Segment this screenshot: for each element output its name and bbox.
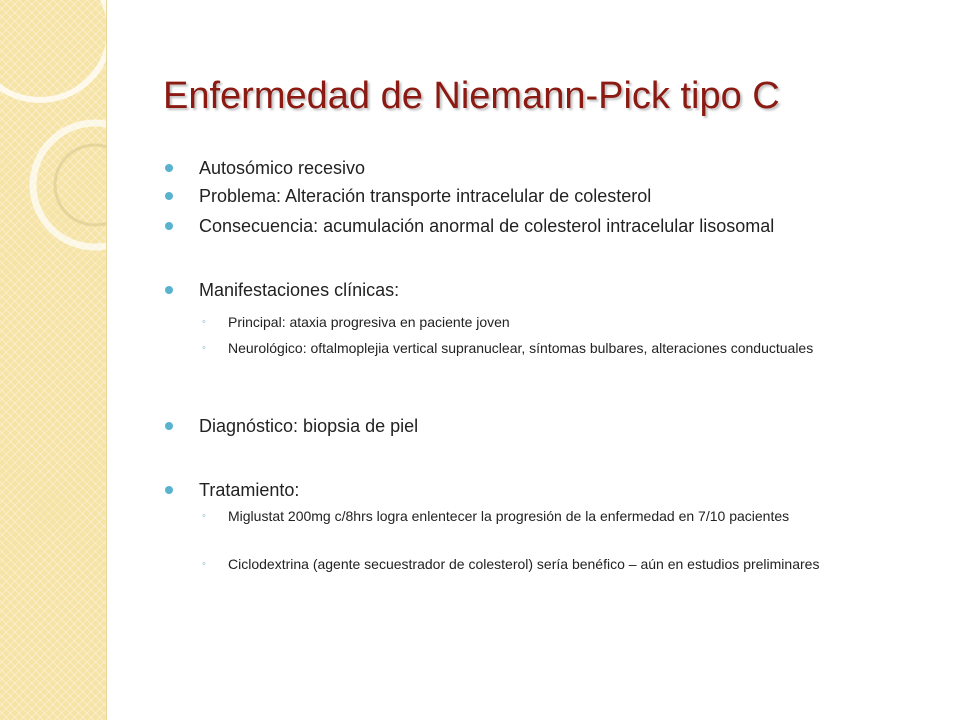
bullet-icon: [165, 486, 173, 494]
sub-bullet-text: Neurológico: oftalmoplejia vertical supranuclear, síntomas bulbares, alteraciones conductuales: [228, 340, 814, 356]
bullet-text: Problema: Alteración transporte intracelular de colesterol: [199, 186, 652, 206]
bullet-icon: [165, 192, 173, 200]
bullet-icon: [165, 164, 173, 172]
bullet-text: Diagnóstico: biopsia de piel: [199, 416, 419, 436]
bullet-text: Autosómico recesivo: [199, 158, 366, 178]
circle-bullet-icon: ◦: [202, 510, 206, 522]
bullet-text: Tratamiento:: [199, 480, 300, 500]
bullet-icon: [165, 286, 173, 294]
bullet-icon: [165, 222, 173, 230]
circle-bullet-icon: ◦: [202, 342, 206, 354]
bullet-text: Consecuencia: acumulación anormal de colesterol intracelular lisosomal: [199, 216, 775, 236]
sub-bullet-text: Ciclodextrina (agente secuestrador de colesterol) sería benéfico – aún en estudios preliminares: [228, 556, 820, 572]
bullet-text: Manifestaciones clínicas:: [199, 280, 400, 300]
sub-bullet-text: Principal: ataxia progresiva en paciente joven: [228, 314, 510, 330]
sub-bullet-text: Miglustat 200mg c/8hrs logra enlentecer la progresión de la enfermedad en 7/10 pacientes: [228, 508, 790, 524]
circle-bullet-icon: ◦: [202, 558, 206, 570]
circle-bullet-icon: ◦: [202, 316, 206, 328]
bullet-icon: [165, 422, 173, 430]
slide-title: Enfermedad de Niemann-Pick tipo C: [163, 75, 780, 117]
